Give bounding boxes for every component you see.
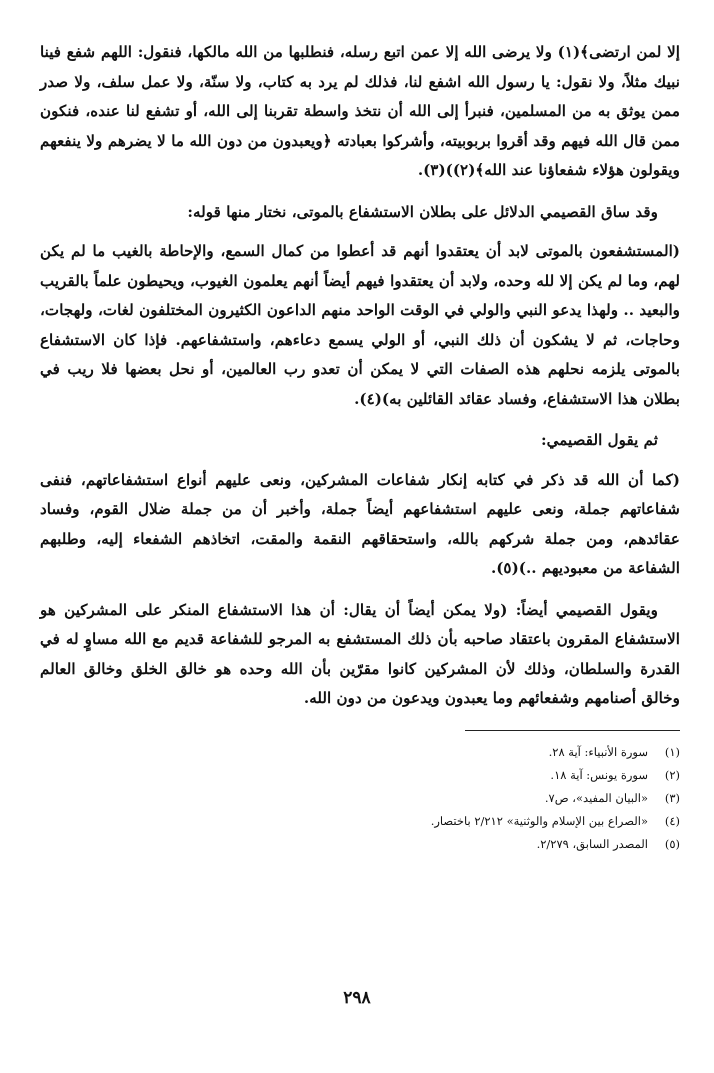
footnote-3: [40, 787, 680, 810]
footnote-4: [40, 810, 680, 833]
footnote-text: «البيان المفيد»، ص٧.: [544, 790, 648, 805]
footnote-number: (٥): [664, 836, 680, 851]
paragraph-4: ثم يقول القصيمي:: [540, 431, 658, 449]
footnote-number: (٤): [664, 813, 680, 828]
footnote-5: [40, 833, 680, 856]
paragraph-2: وقد ساق القصيمي الدلائل على بطلان الاستشفاع بالموتى، نختار منها قوله:: [187, 202, 658, 221]
footnote-text: سورة يونس: آية ١٨.: [550, 767, 648, 782]
footnote-divider: [465, 730, 680, 731]
page-number: ٢٩٨: [343, 988, 371, 1008]
footnote-text: سورة الأنبياء: آية ٢٨.: [548, 744, 648, 759]
footnote-2: [40, 764, 680, 787]
paragraph-5: (كما أن الله قد ذكر في كتابه إنكار شفاعات المشركين، ونعى عليهم أنواع استشفاعاتهم، فنفى شفاعاتهم جملة، ونعى عليهم استشفاعهم أيضاً جملة، وأخبر أن من جملة ضلال القوم، وفساد عقائدهم، ومن جملة شركهم بالله، واستحقاقهم النقمة والمقت، اتخاذهم الشفعاء إليه، وطلبهم الشفاعة من معبوديهم ..)(٥).: [40, 470, 680, 577]
footnote-text: المصدر السابق، ٢/٢٧٩.: [536, 836, 648, 851]
paragraph-1: إلا لمن ارتضى﴾(١) ولا يرضى الله إلا عمن اتبع رسله، فنطلبها من الله مالكها، فنقول: اللهم شفع فينا نبيك مثلاً، ولا نقول: يا رسول الله اشفع لنا، فذلك لم يرد به كتاب، ولا سنّة، ولا عمل سلف، ولا صدر ممن يوثق به من المسلمين، فنبرأ إلى الله أن نتخذ واسطة تقربنا إلى الله، أو تشفع لنا عنده، فنكون ممن قال الله فيهم وقد أقروا بربوبيته، وأشركوا بعبادته ﴿ويعبدون من دون الله ما لا يضرهم ولا ينفعهم ويقولون هؤلاء شفعاؤنا عند الله﴾(٢))(٣).: [40, 43, 680, 179]
footnote-number: (١): [664, 744, 680, 759]
footnote-number: (٣): [664, 790, 680, 805]
page-body: [40, 38, 680, 856]
footnote-text: «الصراع بين الإسلام والوثنية» ٢/٢١٢ باختصار.: [430, 813, 648, 828]
footnotes: [40, 741, 680, 856]
paragraph-3: (المستشفعون بالموتى لابد أن يعتقدوا أنهم قد أعطوا من كمال السمع، والإحاطة بالغيب ما لم يكن لهم، وما لم يكن إلا لله وحده، ولابد أن يعتقدوا فيهم أيضاً أنهم يعلمون الغيوب، ويحيطون علماً بالقريب والبعيد .. ولهذا يدعو النبي والولي في الوقت الواحد منهم الداعون الكثيرون المختلفون لغات، ولهجات، وحاجات، ثم لا يشكون أن ذلك النبي، أو الولي يسمع دعاءهم، واستشفاعهم. فإذا كان الاستشفاع بالموتى يلزمه نحلهم هذه الصفات التي لا يمكن أن تعدو رب العالمين، أو نحل بعضها فلا ريب في بطلان هذا الاستشفاع، وفساد عقائد القائلين به)(٤).: [40, 242, 680, 408]
footnote-number: (٢): [664, 767, 680, 782]
paragraph-6: ويقول القصيمي أيضاً: (ولا يمكن أيضاً أن يقال: أن هذا الاستشفاع المنكر على المشركين هو الاستشفاع المقرون باعتقاد صاحبه بأن ذلك المستشفع به المرجو للشفاعة قديم مع الله مساوٍ له في القدرة والسلطان، وذلك لأن المشركين كانوا مقرّين بأن الله وحده هو خالق الخلق وخالق العالم وخالق أصنامهم وشفعائهم وما يعبدون ويدعون من دون الله.: [40, 600, 680, 707]
footnote-1: [40, 741, 680, 764]
